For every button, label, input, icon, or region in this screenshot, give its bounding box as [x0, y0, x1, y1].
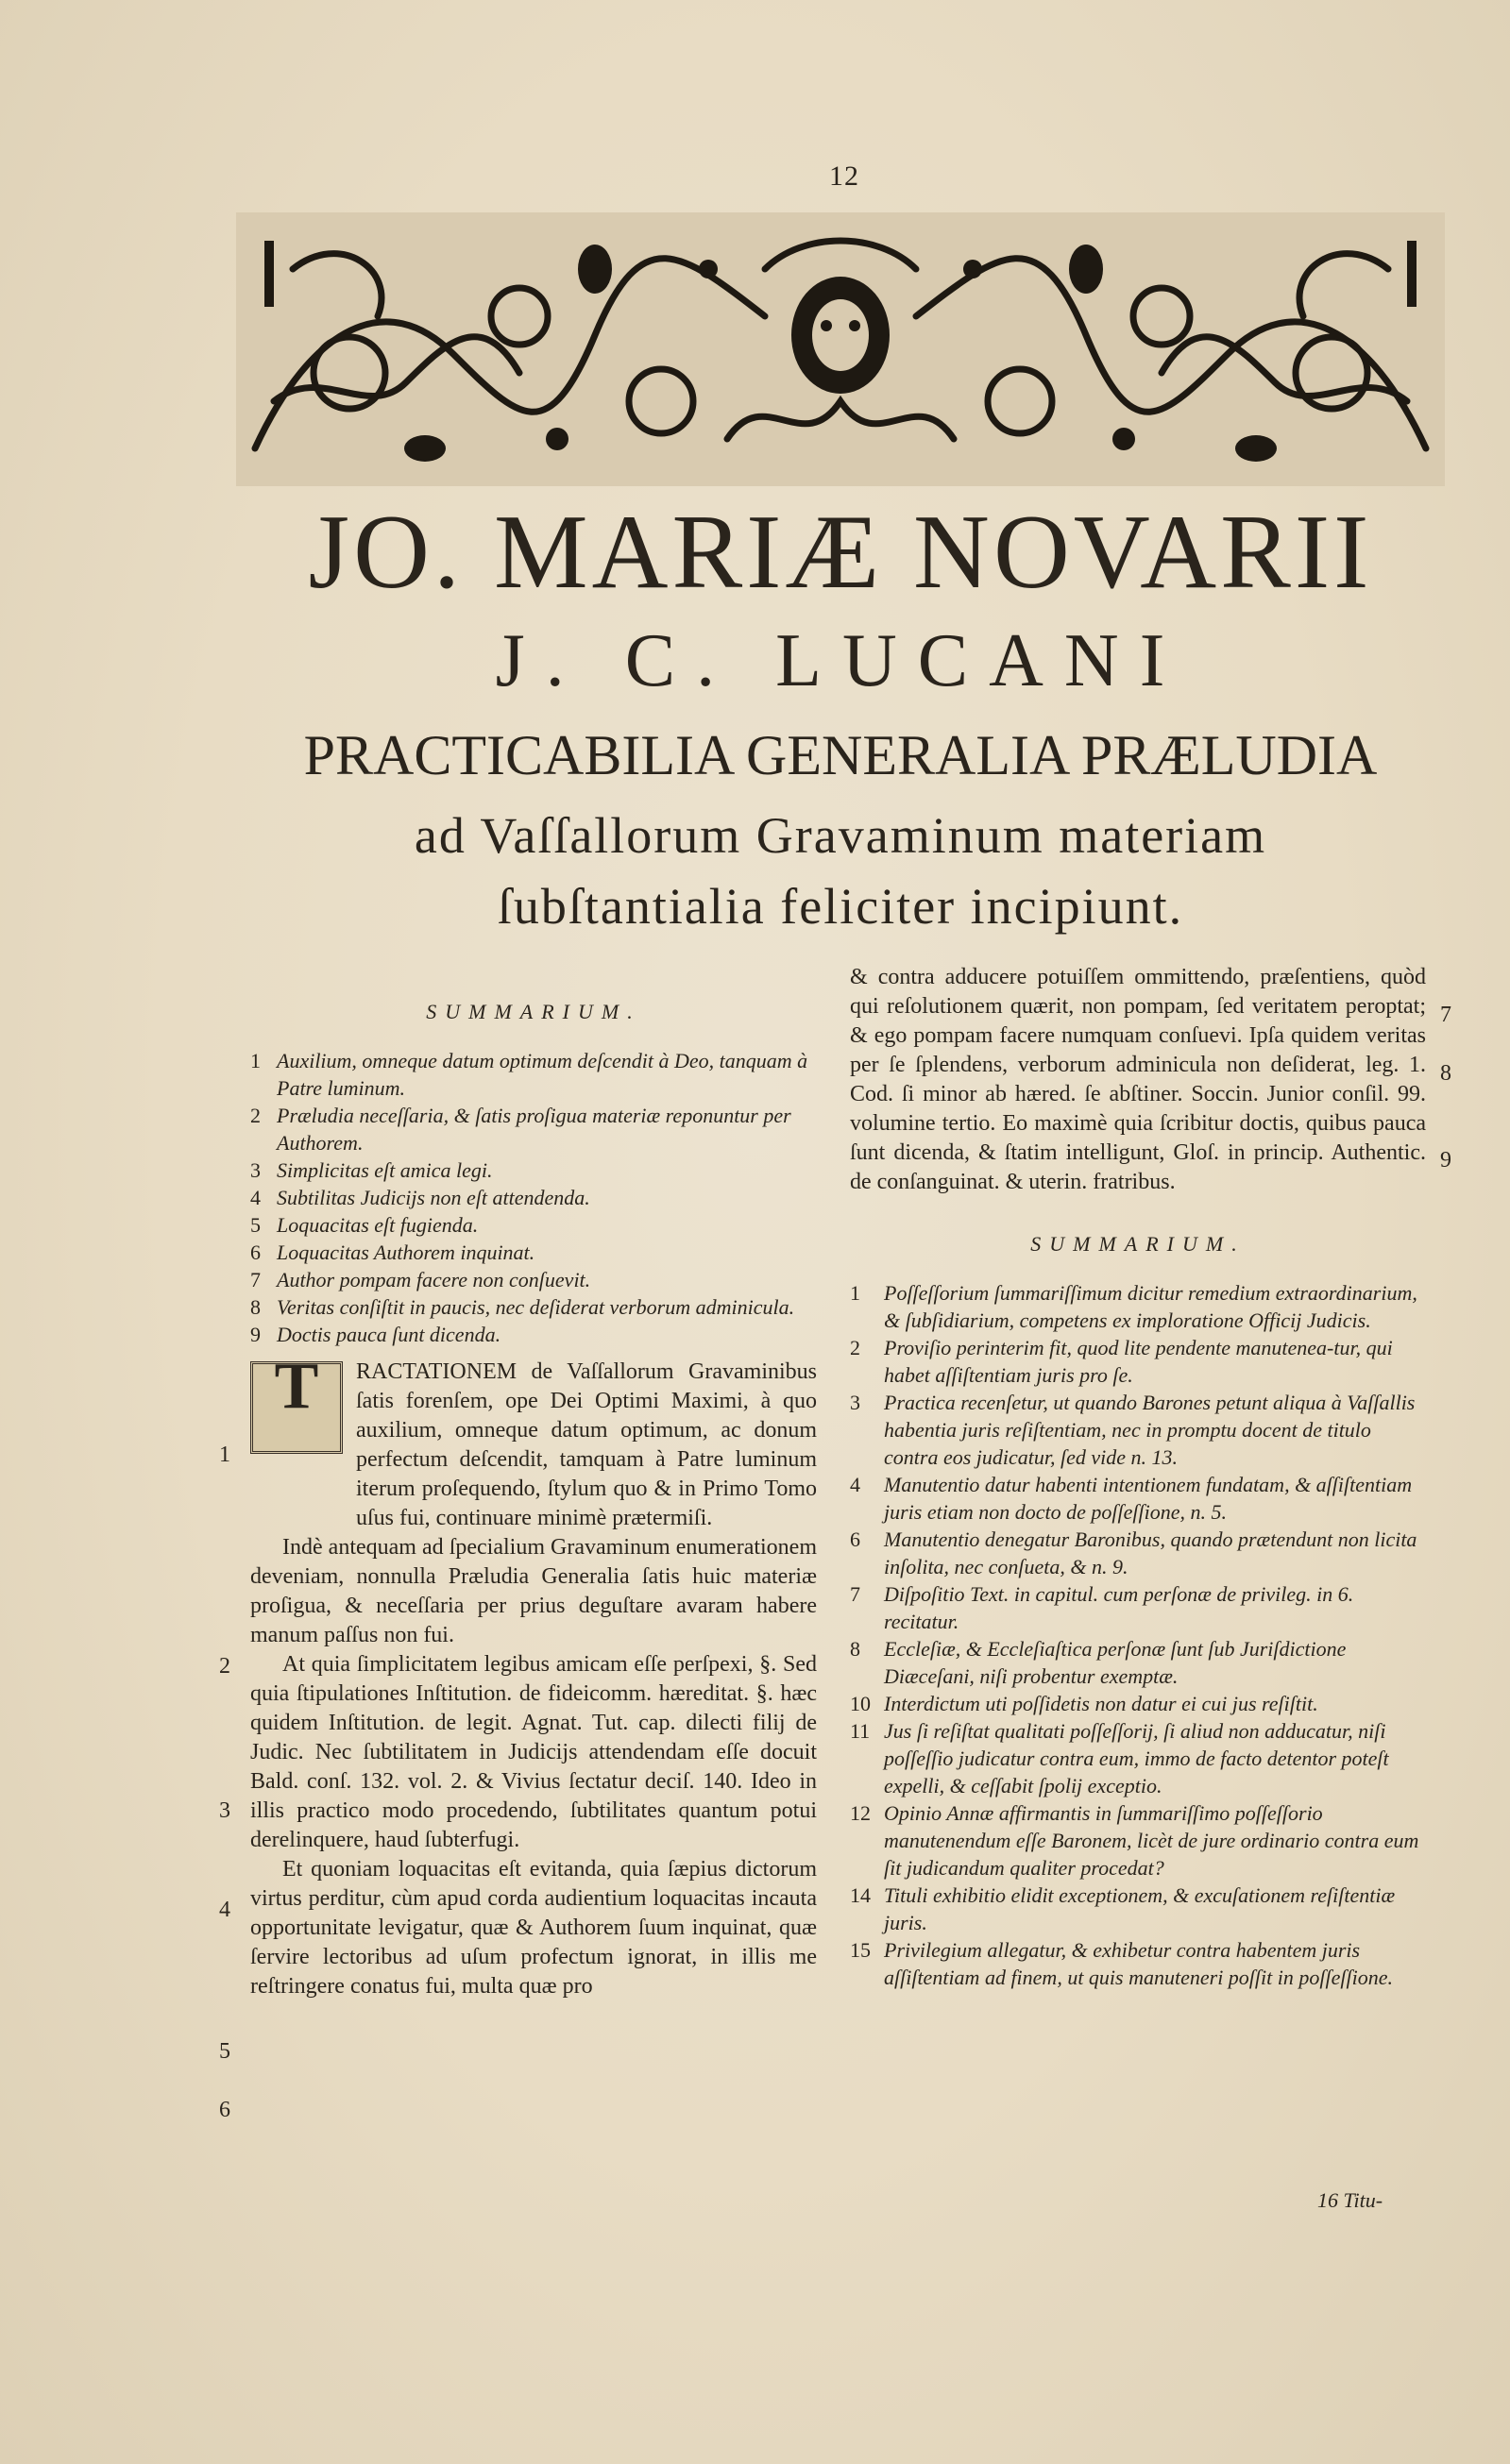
summary-item	[250, 1266, 817, 1293]
summary-text: Opinio Annæ affirmantis in ſummariſſimo poſſeſſorio manutenendum eſſe Baronem, licèt de jure ordinario contra eum ſit judicandum qualiter procedat?	[884, 1801, 1419, 1880]
summary-text: Loquacitas eſt fugienda.	[277, 1213, 479, 1237]
paragraph	[250, 1855, 817, 2001]
summary-number: 6	[850, 1527, 860, 1551]
summary-item	[250, 1156, 817, 1184]
summary-item	[850, 1635, 1426, 1690]
summary-list	[850, 1279, 1426, 1991]
margin-number: 4	[219, 1898, 230, 1922]
page-number: 12	[829, 160, 859, 192]
summary-number: 1	[850, 1281, 860, 1305]
summary-text: Author pompam facere non conſuevit.	[277, 1268, 591, 1291]
summary-item	[850, 1936, 1426, 1991]
summary-text: Manutentio datur habenti intentionem fundatam, & aſſiſtentiam juris etiam non docto de poſſeſſione, n. 5.	[884, 1473, 1413, 1524]
summary-item	[250, 1102, 817, 1156]
summary-number: 8	[250, 1295, 261, 1319]
summary-number: 7	[250, 1268, 261, 1291]
title-subtitle: J. C. LUCANI	[495, 619, 1186, 702]
summary-number: 9	[250, 1323, 261, 1346]
summary-item	[250, 1321, 817, 1348]
title-line4: ad Vaſſallorum Gravaminum materiam	[414, 807, 1267, 864]
summary-item	[250, 1293, 817, 1321]
summary-text: Simplicitas eſt amica legi.	[277, 1158, 493, 1182]
summary-item	[850, 1690, 1426, 1717]
summary-text: Poſſeſſorium ſummariſſimum dicitur remedium extraordinarium, & ſubſidiarium, competens ex imploratione Officij Judicis.	[884, 1281, 1417, 1332]
summary-item	[850, 1334, 1426, 1389]
paragraph-text: Indè antequam ad ſpecialium Gravaminum enumerationem deveniam, nonnulla Præludia Generalia ſatis huic materiæ proſigua, & neceſſaria per prius deguſtare avaram habere manum paſſus non fui.	[250, 1535, 817, 1647]
summary-number: 10	[850, 1692, 871, 1715]
summary-text: Subtilitas Judicijs non eſt attendenda.	[277, 1186, 590, 1209]
summary-text: Manutentio denegatur Baronibus, quando prætendunt non licita inſolita, nec conſueta, & n. 9.	[884, 1527, 1417, 1578]
summary-number: 6	[250, 1240, 261, 1264]
summary-text: Jus ſi reſiſtat qualitati poſſeſſorij, ſi aliud non adducatur, niſi poſſeſſio judicatur contra eum, immo de facto detentor poteſt expelli, & ceſſabit ſpolij exceptio.	[884, 1719, 1389, 1797]
summary-item	[250, 1047, 817, 1102]
margin-number: 6	[219, 2098, 230, 2122]
paragraph-text: At quia ſimplicitatem legibus amicam eſſe perſpexi, §. Sed quia ſtipulationes Inſtitution. de fideicomm. hæreditat. §. hæc quidem Inſtitution. de legit. Agnat. Tut. cap. dilecti filij de Judic. Nec ſubtilitatem in Judicijs attendendam eſſe docuit Bald. conſ. 132. vol. 2. & Vivius ſectatur deciſ. 140. Ideo in illis practico modo procedendo, ſubtilitates quantum potui derelinquere, haud ſubterfugi.	[250, 1652, 817, 1852]
summary-text: Tituli exhibitio elidit exceptionem, & excuſationem reſiſtentiæ juris.	[884, 1883, 1396, 1934]
summary-list	[250, 1047, 817, 1348]
summary-text: Eccleſiæ, & Eccleſiaſtica perſonæ ſunt ſub Juriſdictione Diæceſani, niſi probentur exemptæ.	[884, 1637, 1347, 1688]
summary-number: 4	[850, 1473, 860, 1496]
margin-number: 1	[219, 1443, 230, 1467]
summary-text: Practica recenſetur, ut quando Barones petunt aliqua à Vaſſallis habentia juris reſiſtentiam, nec in promptu docent de titulo contra eos judicatur, ſed vide n. 13.	[884, 1391, 1416, 1469]
title-work: PRACTICABILIA GENERALIA PRÆLUDIA	[303, 724, 1378, 786]
summary-text: Interdictum uti poſſidetis non datur ei cui jus reſiſtit.	[884, 1692, 1318, 1715]
summary-item	[850, 1580, 1426, 1635]
paragraph-continued: & contra adducere potuiſſem ommittendo, præſentiens, quòd qui reſolutionem quærit, non pompam, ſed veritatem peroptat; & ego pompam facere numquam conſuevi. Ipſa quidem veritas per ſe ſplendens, verborum adminicula non deſiderat, leg. 1. Cod. ſi minor ab hæred. ſe abſtiner. Soccin. Junior conſil. 99. volumine tertio. Eo maximè quia ſcribitur doctis, quibus pauca ſunt dicenda, & ſtatim intelligunt, Gloſ. in princip. Authentic. de conſanguinat. & uterin. fratribus.	[850, 965, 1426, 1194]
margin-number: 7	[1440, 1003, 1451, 1027]
margin-number: 5	[219, 2039, 230, 2064]
summary-number: 3	[250, 1158, 261, 1182]
first-paragraph	[250, 1350, 817, 1533]
summary-number: 8	[850, 1637, 860, 1661]
paragraph	[250, 1650, 817, 1855]
margin-number: 9	[1440, 1148, 1451, 1173]
summary-item	[850, 1389, 1426, 1471]
summary-number: 1	[250, 1049, 261, 1072]
summary-item	[850, 1717, 1426, 1799]
summary-number: 2	[850, 1336, 860, 1359]
margin-number: 3	[219, 1798, 230, 1823]
summary-heading: SUMMARIUM.	[1030, 1232, 1246, 1256]
summary-item	[850, 1471, 1426, 1526]
summary-number: 2	[250, 1104, 261, 1127]
summary-item	[850, 1799, 1426, 1882]
summary-text: Loquacitas Authorem inquinat.	[277, 1240, 535, 1264]
paragraph-text: RACTATIONEM de Vaſſallorum Gravaminibus ſatis forenſem, ope Dei Optimi Maximi, à quo auxilium, omneque datum optimum, ac donum perfectum deſcendit, tamquam à Patre luminum iterum proſequendo, ſtylum quo & in Primo Tomo uſus fui, continuare minimè prætermiſi.	[356, 1359, 817, 1530]
summary-number: 12	[850, 1801, 871, 1825]
summary-item	[850, 1882, 1426, 1936]
summary-number: 14	[850, 1883, 871, 1907]
summary-number: 11	[850, 1719, 871, 1743]
summary-text: Veritas conſiſtit in paucis, nec deſiderat verborum adminicula.	[277, 1295, 795, 1319]
summary-item	[250, 1239, 817, 1266]
paragraph-text: Et quoniam loquacitas eſt evitanda, quia ſæpius dictorum virtus perditur, cùm apud corda audientium loquacitas incauta opportunitate levigatur, quæ & Authorem ſuum inquinat, quæ ſervire lectoribus ad uſum profectum ignorat, in illis me reſtringere conatus fui, multa quæ pro	[250, 1857, 817, 1999]
margin-number: 8	[1440, 1061, 1451, 1086]
title-author: JO. MARIÆ NOVARII	[308, 494, 1373, 611]
summary-number: 15	[850, 1938, 871, 1962]
summary-number: 4	[250, 1186, 261, 1209]
summary-item	[850, 1526, 1426, 1580]
left-column	[250, 991, 817, 2001]
initial-letter: T	[274, 1350, 319, 1423]
summary-heading: SUMMARIUM.	[426, 1000, 641, 1023]
margin-number: 2	[219, 1654, 230, 1679]
summary-text: Doctis pauca ſunt dicenda.	[277, 1323, 501, 1346]
summary-number: 3	[850, 1391, 860, 1414]
summary-text: Auxilium, omneque datum optimum deſcendit à Deo, tanquam à Patre luminum.	[277, 1049, 808, 1100]
summary-item	[850, 1279, 1426, 1334]
summary-text: Proviſio perinterim fit, quod lite pendente manutenea-tur, qui habet aſſiſtentiam juris pro ſe.	[884, 1336, 1393, 1387]
summary-number: 5	[250, 1213, 261, 1237]
ornamental-headpiece	[236, 212, 1445, 486]
summary-text: Præludia neceſſaria, & ſatis proſigua materiæ reponuntur per Authorem.	[277, 1104, 791, 1155]
title-line5: ſubſtantialia feliciter incipiunt.	[497, 878, 1184, 935]
right-column	[850, 963, 1426, 1991]
summary-item	[250, 1184, 817, 1211]
summary-text: Privilegium allegatur, & exhibetur contra habentem juris aſſiſtentiam ad finem, ut quis manuteneri poſſit in poſſeſſione.	[884, 1938, 1393, 1989]
catchword: 16 Titu-	[1317, 2188, 1383, 2212]
paragraph	[250, 1533, 817, 1650]
decorated-initial	[250, 1350, 343, 1454]
summary-text: Diſpoſitio Text. in capitul. cum perſonæ de privileg. in 6. recitatur.	[884, 1582, 1354, 1633]
summary-item	[250, 1211, 817, 1239]
summary-number: 7	[850, 1582, 860, 1606]
